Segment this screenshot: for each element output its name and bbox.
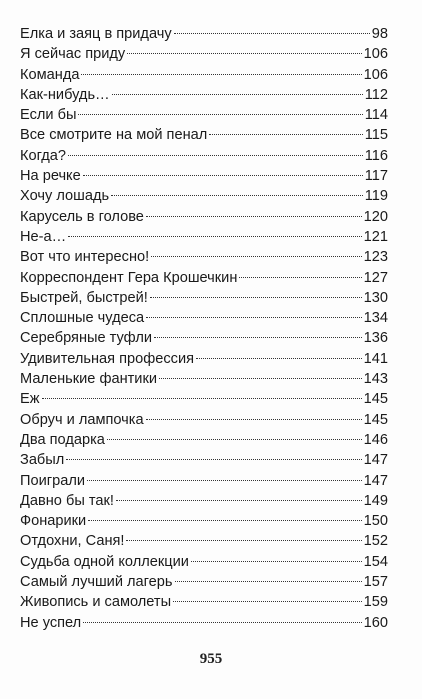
toc-entry-page: 106 (363, 66, 388, 83)
toc-leader-dots (154, 337, 362, 338)
toc-entry-page: 146 (363, 431, 388, 448)
toc-entry (20, 44, 388, 64)
toc-entry-page: 127 (363, 269, 388, 286)
toc-entry-page: 159 (363, 594, 388, 611)
toc-leader-dots (81, 74, 361, 75)
toc-entry (20, 166, 388, 186)
toc-entry-title: Быстрей, быстрей! (20, 289, 148, 306)
toc-leader-dots (126, 540, 361, 541)
toc-entry-title: Отдохни, Саня! (20, 533, 125, 550)
toc-leader-dots (151, 256, 361, 257)
toc-entry (20, 268, 388, 288)
toc-leader-dots (209, 134, 362, 135)
toc-entry-page: 147 (363, 452, 388, 469)
toc-entry-page: 136 (363, 330, 388, 347)
toc-entry-title: Я сейчас приду (20, 46, 126, 63)
toc-entry-title: Давно бы так! (20, 492, 114, 509)
toc-entry-page: 147 (363, 472, 388, 489)
toc-entry-title: На речке (20, 168, 81, 185)
toc-entry (20, 450, 388, 470)
toc-entry-page: 114 (364, 107, 388, 124)
toc-entry (20, 227, 388, 247)
toc-entry-page: 120 (363, 208, 388, 225)
toc-entry-title: Как-нибудь… (20, 86, 110, 103)
toc-entry-title: Если бы (20, 107, 77, 124)
toc-leader-dots (83, 175, 363, 176)
toc-entry (20, 65, 388, 85)
toc-entry-title: Хочу лошадь (20, 188, 110, 205)
toc-leader-dots (87, 480, 362, 481)
toc-leader-dots (66, 459, 361, 460)
toc-entry-title: Судьба одной коллекции (20, 553, 189, 570)
toc-leader-dots (111, 195, 363, 196)
toc-entry-page: 145 (363, 411, 388, 428)
toc-entry (20, 552, 388, 572)
toc-entry (20, 308, 388, 328)
toc-leader-dots (146, 419, 362, 420)
toc-entry-title: Серебряные туфли (20, 330, 152, 347)
toc-entry (20, 369, 388, 389)
toc-entry (20, 207, 388, 227)
toc-leader-dots (174, 33, 370, 34)
toc-entry-title: Удивительная профессия (20, 350, 195, 367)
toc-entry-page: 141 (363, 350, 388, 367)
toc-entry-title: Не успел (20, 614, 82, 631)
toc-entry-page: 157 (363, 574, 388, 591)
toc-entry-title: Поиграли (20, 472, 85, 489)
toc-entry (20, 410, 388, 430)
toc-entry (20, 511, 388, 531)
toc-entry (20, 288, 388, 308)
toc-entry-page: 119 (364, 188, 388, 205)
toc-leader-dots (150, 297, 362, 298)
toc-entry-page: 115 (364, 127, 388, 144)
toc-entry (20, 349, 388, 369)
toc-entry (20, 613, 388, 633)
toc-entry-page: 117 (364, 168, 388, 185)
toc-entry-title: Когда? (20, 147, 67, 164)
toc-entry-page: 112 (364, 86, 388, 103)
toc-entry-title: Сплошные чудеса (20, 310, 145, 327)
toc-entry (20, 572, 388, 592)
toc-entry (20, 85, 388, 105)
toc-entry (20, 125, 388, 145)
toc-entry (20, 389, 388, 409)
toc-leader-dots (146, 317, 362, 318)
toc-entry (20, 146, 388, 166)
toc-leader-dots (127, 53, 361, 54)
toc-leader-dots (146, 216, 362, 217)
toc-leader-dots (42, 398, 362, 399)
toc-leader-dots (78, 114, 362, 115)
toc-leader-dots (112, 94, 363, 95)
toc-entry-page: 154 (363, 553, 388, 570)
toc-entry (20, 531, 388, 551)
toc-leader-dots (159, 378, 362, 379)
toc-entry (20, 247, 388, 267)
toc-entry-title: Забыл (20, 452, 65, 469)
toc-entry-title: Самый лучший лагерь (20, 574, 173, 591)
toc-entry-page: 98 (371, 26, 388, 42)
toc-leader-dots (68, 155, 363, 156)
toc-leader-dots (107, 439, 362, 440)
toc-entry-title: Вот что интересно! (20, 249, 150, 266)
toc-entry-page: 121 (363, 228, 388, 245)
toc-entry (20, 592, 388, 612)
toc-leader-dots (239, 277, 361, 278)
toc-entry-page: 152 (363, 533, 388, 550)
toc-entry (20, 491, 388, 511)
toc-leader-dots (173, 601, 362, 602)
table-of-contents (20, 24, 388, 633)
toc-entry (20, 328, 388, 348)
toc-entry-title: Все смотрите на мой пенал (20, 127, 208, 144)
toc-entry (20, 186, 388, 206)
toc-entry-page: 160 (363, 614, 388, 631)
toc-entry-title: Живопись и самолеты (20, 594, 172, 611)
page-number: 955 (199, 651, 223, 667)
toc-entry-page: 150 (363, 513, 388, 530)
toc-entry (20, 471, 388, 491)
toc-leader-dots (68, 236, 361, 237)
toc-entry-title: Команда (20, 66, 80, 83)
toc-entry-title: Еж (20, 391, 40, 408)
toc-entry-page: 106 (363, 46, 388, 63)
toc-entry-page: 130 (363, 289, 388, 306)
toc-entry-title: Обруч и лампочка (20, 411, 144, 428)
toc-entry-title: Два подарка (20, 431, 105, 448)
toc-entry-page: 116 (364, 147, 388, 164)
toc-leader-dots (116, 500, 362, 501)
toc-entry-page: 143 (363, 371, 388, 388)
toc-entry (20, 24, 388, 44)
toc-entry-title: Корреспондент Гера Крошечкин (20, 269, 238, 286)
toc-leader-dots (88, 520, 361, 521)
toc-entry (20, 105, 388, 125)
toc-entry-title: Елка и заяц в придачу (20, 26, 172, 42)
toc-entry-title: Маленькие фантики (20, 371, 157, 388)
toc-leader-dots (83, 622, 361, 623)
toc-entry-title: Не-а… (20, 228, 67, 245)
toc-entry-page: 149 (363, 492, 388, 509)
toc-leader-dots (196, 358, 362, 359)
toc-entry (20, 430, 388, 450)
toc-entry-title: Карусель в голове (20, 208, 144, 225)
toc-entry-page: 145 (363, 391, 388, 408)
toc-leader-dots (175, 581, 362, 582)
toc-leader-dots (191, 561, 362, 562)
toc-entry-title: Фонарики (20, 513, 87, 530)
toc-entry-page: 134 (363, 310, 388, 327)
toc-entry-page: 123 (363, 249, 388, 266)
